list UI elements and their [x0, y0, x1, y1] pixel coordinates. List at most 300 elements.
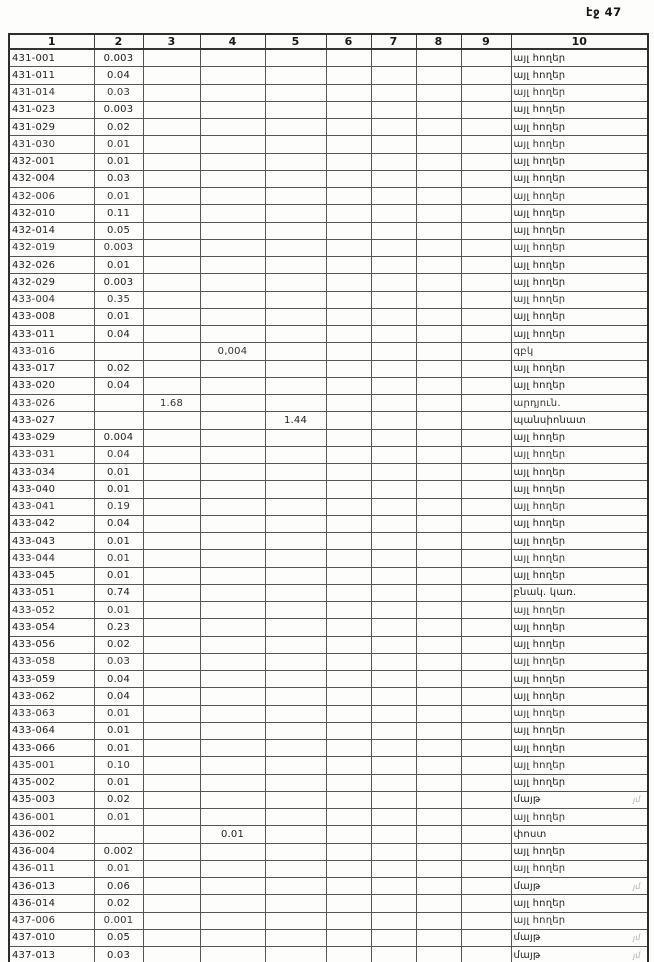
area-value-cell [416, 550, 461, 567]
area-value-cell [143, 515, 200, 532]
area-value-cell [200, 239, 265, 256]
area-value-cell [265, 774, 326, 791]
parcel-code-cell: 433-066 [9, 740, 94, 757]
area-value-cell [326, 222, 371, 239]
area-value-cell [143, 619, 200, 636]
parcel-code-cell: 433-056 [9, 636, 94, 653]
area-value-cell [326, 619, 371, 636]
parcel-code-cell: 432-014 [9, 222, 94, 239]
land-use-cell: այլ հողեր [511, 308, 648, 325]
area-value-cell [371, 843, 416, 860]
parcel-code-cell: 437-010 [9, 929, 94, 946]
land-use-cell: այլ հողեր [511, 705, 648, 722]
area-value-cell [326, 722, 371, 739]
area-value-cell [461, 584, 511, 601]
area-value-cell: 0.06 [94, 878, 143, 895]
area-value-cell [461, 895, 511, 912]
area-value-cell [326, 826, 371, 843]
area-value-cell [265, 464, 326, 481]
area-value-cell [416, 602, 461, 619]
area-value-cell [143, 274, 200, 291]
land-use-cell: այլ հողեր [511, 602, 648, 619]
land-use-cell: այլ հողեր [511, 636, 648, 653]
area-value-cell [416, 274, 461, 291]
area-value-cell: 0.001 [94, 912, 143, 929]
table-row [9, 205, 648, 222]
area-value-cell [143, 705, 200, 722]
area-value-cell: 0.02 [94, 360, 143, 377]
parcel-code-cell: 431-030 [9, 136, 94, 153]
land-use-cell: այլ հողեր [511, 688, 648, 705]
area-value-cell [371, 377, 416, 394]
area-value-cell [265, 878, 326, 895]
area-value-cell [371, 257, 416, 274]
area-value-cell [371, 705, 416, 722]
area-value-cell [265, 584, 326, 601]
area-value-cell [461, 688, 511, 705]
table-row [9, 878, 648, 895]
area-value-cell [416, 912, 461, 929]
area-value-cell [326, 308, 371, 325]
table-row [9, 101, 648, 118]
area-value-cell [143, 101, 200, 118]
parcel-code-cell: 436-014 [9, 895, 94, 912]
area-value-cell [200, 791, 265, 808]
area-value-cell [143, 429, 200, 446]
area-value-cell: 0.04 [94, 515, 143, 532]
area-value-cell [265, 481, 326, 498]
area-value-cell [461, 533, 511, 550]
land-use-cell: այլ հողեր [511, 671, 648, 688]
area-value-cell [200, 740, 265, 757]
area-value-cell [371, 550, 416, 567]
area-value-cell [200, 291, 265, 308]
area-value-cell: 0.01 [94, 533, 143, 550]
column-header-3: 3 [143, 34, 200, 49]
table-row [9, 757, 648, 774]
area-value-cell [461, 326, 511, 343]
parcel-code-cell: 433-063 [9, 705, 94, 722]
area-value-cell [326, 791, 371, 808]
area-value-cell [461, 515, 511, 532]
area-value-cell [461, 429, 511, 446]
area-value-cell [416, 395, 461, 412]
area-value-cell [416, 119, 461, 136]
area-value-cell [265, 49, 326, 67]
area-value-cell [200, 843, 265, 860]
table-row [9, 308, 648, 325]
area-value-cell [326, 153, 371, 170]
table-row [9, 602, 648, 619]
area-value-cell: 0.002 [94, 843, 143, 860]
parcel-code-cell: 437-013 [9, 947, 94, 962]
area-value-cell [461, 550, 511, 567]
area-value-cell [265, 429, 326, 446]
area-value-cell [371, 809, 416, 826]
area-value-cell [200, 498, 265, 515]
area-value-cell [143, 222, 200, 239]
area-value-cell [326, 498, 371, 515]
area-value-cell [461, 343, 511, 360]
parcel-code-cell: 432-029 [9, 274, 94, 291]
land-use-cell: մայթ [511, 791, 648, 808]
area-value-cell: 0.003 [94, 239, 143, 256]
area-value-cell [416, 429, 461, 446]
area-value-cell: 0.01 [94, 602, 143, 619]
area-value-cell [265, 705, 326, 722]
area-value-cell [461, 705, 511, 722]
area-value-cell [326, 533, 371, 550]
area-value-cell [371, 153, 416, 170]
area-value-cell [461, 170, 511, 187]
area-value-cell [461, 567, 511, 584]
area-value-cell [200, 912, 265, 929]
parcel-code-cell: 431-023 [9, 101, 94, 118]
area-value-cell [461, 377, 511, 394]
land-use-cell: այլ հողեր [511, 860, 648, 877]
area-value-cell [265, 688, 326, 705]
area-value-cell [326, 291, 371, 308]
area-value-cell [200, 929, 265, 946]
area-value-cell [326, 550, 371, 567]
area-value-cell [200, 153, 265, 170]
area-value-cell [200, 947, 265, 962]
area-value-cell [416, 826, 461, 843]
area-value-cell: 0.01 [94, 308, 143, 325]
area-value-cell [143, 119, 200, 136]
area-value-cell [143, 533, 200, 550]
area-value-cell [461, 464, 511, 481]
parcel-code-cell: 431-011 [9, 67, 94, 84]
area-value-cell [416, 584, 461, 601]
area-value-cell [143, 757, 200, 774]
area-value-cell: 0.04 [94, 446, 143, 463]
area-value-cell [416, 515, 461, 532]
land-use-cell: գբկ [511, 343, 648, 360]
area-value-cell [200, 119, 265, 136]
land-use-cell: այլ հողեր [511, 481, 648, 498]
land-use-cell: այլ հողեր [511, 377, 648, 394]
area-value-cell: 0.01 [94, 188, 143, 205]
parcel-code-cell: 432-026 [9, 257, 94, 274]
area-value-cell [143, 377, 200, 394]
area-value-cell [326, 757, 371, 774]
area-value-cell [326, 567, 371, 584]
area-value-cell [265, 619, 326, 636]
area-value-cell: 0.01 [94, 722, 143, 739]
area-value-cell: 0.01 [94, 464, 143, 481]
area-value-cell [265, 550, 326, 567]
area-value-cell: 0.03 [94, 653, 143, 670]
area-value-cell [416, 464, 461, 481]
area-value-cell [265, 274, 326, 291]
area-value-cell [143, 809, 200, 826]
area-value-cell [416, 929, 461, 946]
area-value-cell [265, 653, 326, 670]
area-value-cell [200, 67, 265, 84]
area-value-cell [200, 446, 265, 463]
area-value-cell [416, 153, 461, 170]
parcel-code-cell: 433-011 [9, 326, 94, 343]
area-value-cell [371, 326, 416, 343]
table-row [9, 774, 648, 791]
area-value-cell [461, 498, 511, 515]
area-value-cell [265, 567, 326, 584]
area-value-cell [200, 205, 265, 222]
area-value-cell [461, 481, 511, 498]
area-value-cell [143, 584, 200, 601]
area-value-cell [326, 205, 371, 222]
area-value-cell [371, 136, 416, 153]
area-value-cell: 0.01 [94, 257, 143, 274]
area-value-cell [371, 205, 416, 222]
area-value-cell [143, 895, 200, 912]
land-use-cell: այլ հողեր [511, 67, 648, 84]
column-header-8: 8 [416, 34, 461, 49]
area-value-cell: 1.44 [265, 412, 326, 429]
area-value-cell [143, 291, 200, 308]
area-value-cell [416, 619, 461, 636]
area-value-cell [416, 446, 461, 463]
table-header-row [9, 34, 648, 49]
parcel-code-cell: 436-001 [9, 809, 94, 826]
area-value-cell [461, 446, 511, 463]
area-value-cell [200, 326, 265, 343]
parcel-code-cell: 433-020 [9, 377, 94, 394]
area-value-cell [371, 274, 416, 291]
table-row [9, 947, 648, 962]
table-row [9, 257, 648, 274]
table-row [9, 377, 648, 394]
table-row [9, 239, 648, 256]
land-use-cell: այլ հողեր [511, 722, 648, 739]
parcel-code-cell: 433-027 [9, 412, 94, 429]
area-value-cell [461, 119, 511, 136]
area-value-cell [200, 274, 265, 291]
area-value-cell [200, 308, 265, 325]
area-value-cell [200, 395, 265, 412]
area-value-cell [200, 809, 265, 826]
table-row [9, 84, 648, 101]
area-value-cell: 0.03 [94, 84, 143, 101]
parcel-code-cell: 433-031 [9, 446, 94, 463]
area-value-cell: 0.003 [94, 101, 143, 118]
parcel-code-cell: 433-052 [9, 602, 94, 619]
parcel-code-cell: 433-054 [9, 619, 94, 636]
area-value-cell [416, 671, 461, 688]
area-value-cell [265, 636, 326, 653]
area-value-cell: 0.23 [94, 619, 143, 636]
area-value-cell: 0.003 [94, 49, 143, 67]
area-value-cell [416, 705, 461, 722]
parcel-code-cell: 432-001 [9, 153, 94, 170]
area-value-cell [416, 412, 461, 429]
land-use-cell: փոստ [511, 826, 648, 843]
area-value-cell [371, 395, 416, 412]
area-value-cell [200, 653, 265, 670]
area-value-cell: 1.68 [143, 395, 200, 412]
parcel-code-cell: 432-006 [9, 188, 94, 205]
area-value-cell [265, 860, 326, 877]
area-value-cell [326, 239, 371, 256]
land-use-cell: այլ հողեր [511, 653, 648, 670]
land-use-cell: այլ հողեր [511, 515, 648, 532]
area-value-cell [416, 809, 461, 826]
area-value-cell [371, 515, 416, 532]
area-value-cell: 0.04 [94, 671, 143, 688]
table-row [9, 533, 648, 550]
area-value-cell: 0.01 [94, 860, 143, 877]
area-value-cell [143, 308, 200, 325]
area-value-cell [265, 843, 326, 860]
area-value-cell [143, 481, 200, 498]
area-value-cell [200, 188, 265, 205]
area-value-cell: 0.10 [94, 757, 143, 774]
parcel-code-cell: 433-044 [9, 550, 94, 567]
area-value-cell: 0.04 [94, 326, 143, 343]
table-body [9, 49, 648, 962]
area-value-cell [326, 912, 371, 929]
area-value-cell: 0.03 [94, 947, 143, 962]
column-header-5: 5 [265, 34, 326, 49]
area-value-cell [461, 774, 511, 791]
area-value-cell [265, 119, 326, 136]
area-value-cell: 0.19 [94, 498, 143, 515]
area-value-cell: 0.01 [94, 705, 143, 722]
area-value-cell [143, 84, 200, 101]
area-value-cell: 0.02 [94, 636, 143, 653]
table-row [9, 636, 648, 653]
area-value-cell: 0.05 [94, 929, 143, 946]
area-value-cell [461, 274, 511, 291]
area-value-cell: 0.01 [94, 153, 143, 170]
area-value-cell [265, 791, 326, 808]
area-value-cell [143, 136, 200, 153]
area-value-cell [416, 895, 461, 912]
area-value-cell [461, 653, 511, 670]
area-value-cell [371, 757, 416, 774]
area-value-cell [265, 188, 326, 205]
parcel-code-cell: 433-062 [9, 688, 94, 705]
land-use-cell: այլ հողեր [511, 774, 648, 791]
area-value-cell [416, 533, 461, 550]
area-value-cell [371, 895, 416, 912]
land-use-cell: այլ հողեր [511, 446, 648, 463]
area-value-cell [371, 343, 416, 360]
area-value-cell [265, 947, 326, 962]
area-value-cell [200, 895, 265, 912]
area-value-cell [371, 360, 416, 377]
parcel-code-cell: 433-004 [9, 291, 94, 308]
table-row [9, 584, 648, 601]
area-value-cell: 0.02 [94, 895, 143, 912]
table-row [9, 49, 648, 67]
area-value-cell [200, 584, 265, 601]
area-value-cell [265, 826, 326, 843]
area-value-cell [371, 222, 416, 239]
area-value-cell [416, 636, 461, 653]
area-value-cell [200, 101, 265, 118]
area-value-cell [371, 878, 416, 895]
area-value-cell [461, 878, 511, 895]
parcel-code-cell: 436-004 [9, 843, 94, 860]
area-value-cell [265, 326, 326, 343]
area-value-cell [200, 481, 265, 498]
area-value-cell: 0.01 [200, 826, 265, 843]
area-value-cell [200, 464, 265, 481]
area-value-cell: 0.003 [94, 274, 143, 291]
parcel-code-cell: 436-013 [9, 878, 94, 895]
parcel-code-cell: 433-043 [9, 533, 94, 550]
area-value-cell [461, 84, 511, 101]
land-use-cell: այլ հողեր [511, 188, 648, 205]
area-value-cell [265, 360, 326, 377]
area-value-cell [200, 602, 265, 619]
area-value-cell: 0.74 [94, 584, 143, 601]
area-value-cell [200, 860, 265, 877]
area-value-cell [143, 188, 200, 205]
table-row [9, 119, 648, 136]
area-value-cell [143, 929, 200, 946]
area-value-cell [416, 653, 461, 670]
area-value-cell [200, 257, 265, 274]
area-value-cell [326, 84, 371, 101]
area-value-cell [143, 550, 200, 567]
area-value-cell [371, 671, 416, 688]
area-value-cell [326, 878, 371, 895]
parcel-code-cell: 436-011 [9, 860, 94, 877]
area-value-cell: 0.01 [94, 774, 143, 791]
table-row [9, 653, 648, 670]
parcel-code-cell: 433-058 [9, 653, 94, 670]
area-value-cell [371, 291, 416, 308]
area-value-cell [416, 481, 461, 498]
area-value-cell [371, 481, 416, 498]
area-value-cell [143, 791, 200, 808]
land-use-cell: այլ հողեր [511, 291, 648, 308]
table-row [9, 929, 648, 946]
area-value-cell [416, 136, 461, 153]
land-use-cell: այլ հողեր [511, 239, 648, 256]
area-value-cell [94, 826, 143, 843]
column-header-10: 10 [511, 34, 648, 49]
table-row [9, 170, 648, 187]
table-row [9, 550, 648, 567]
area-value-cell [265, 740, 326, 757]
area-value-cell [265, 205, 326, 222]
area-value-cell [416, 257, 461, 274]
area-value-cell [461, 602, 511, 619]
parcel-code-cell: 433-017 [9, 360, 94, 377]
area-value-cell [265, 67, 326, 84]
table-row [9, 619, 648, 636]
area-value-cell [461, 188, 511, 205]
area-value-cell [200, 515, 265, 532]
area-value-cell [461, 136, 511, 153]
area-value-cell [371, 947, 416, 962]
area-value-cell: 0.02 [94, 119, 143, 136]
area-value-cell [200, 619, 265, 636]
area-value-cell [461, 740, 511, 757]
column-header-1: 1 [9, 34, 94, 49]
area-value-cell [143, 170, 200, 187]
area-value-cell [143, 826, 200, 843]
area-value-cell [326, 412, 371, 429]
table-row [9, 446, 648, 463]
area-value-cell [371, 929, 416, 946]
area-value-cell [265, 446, 326, 463]
area-value-cell [265, 395, 326, 412]
